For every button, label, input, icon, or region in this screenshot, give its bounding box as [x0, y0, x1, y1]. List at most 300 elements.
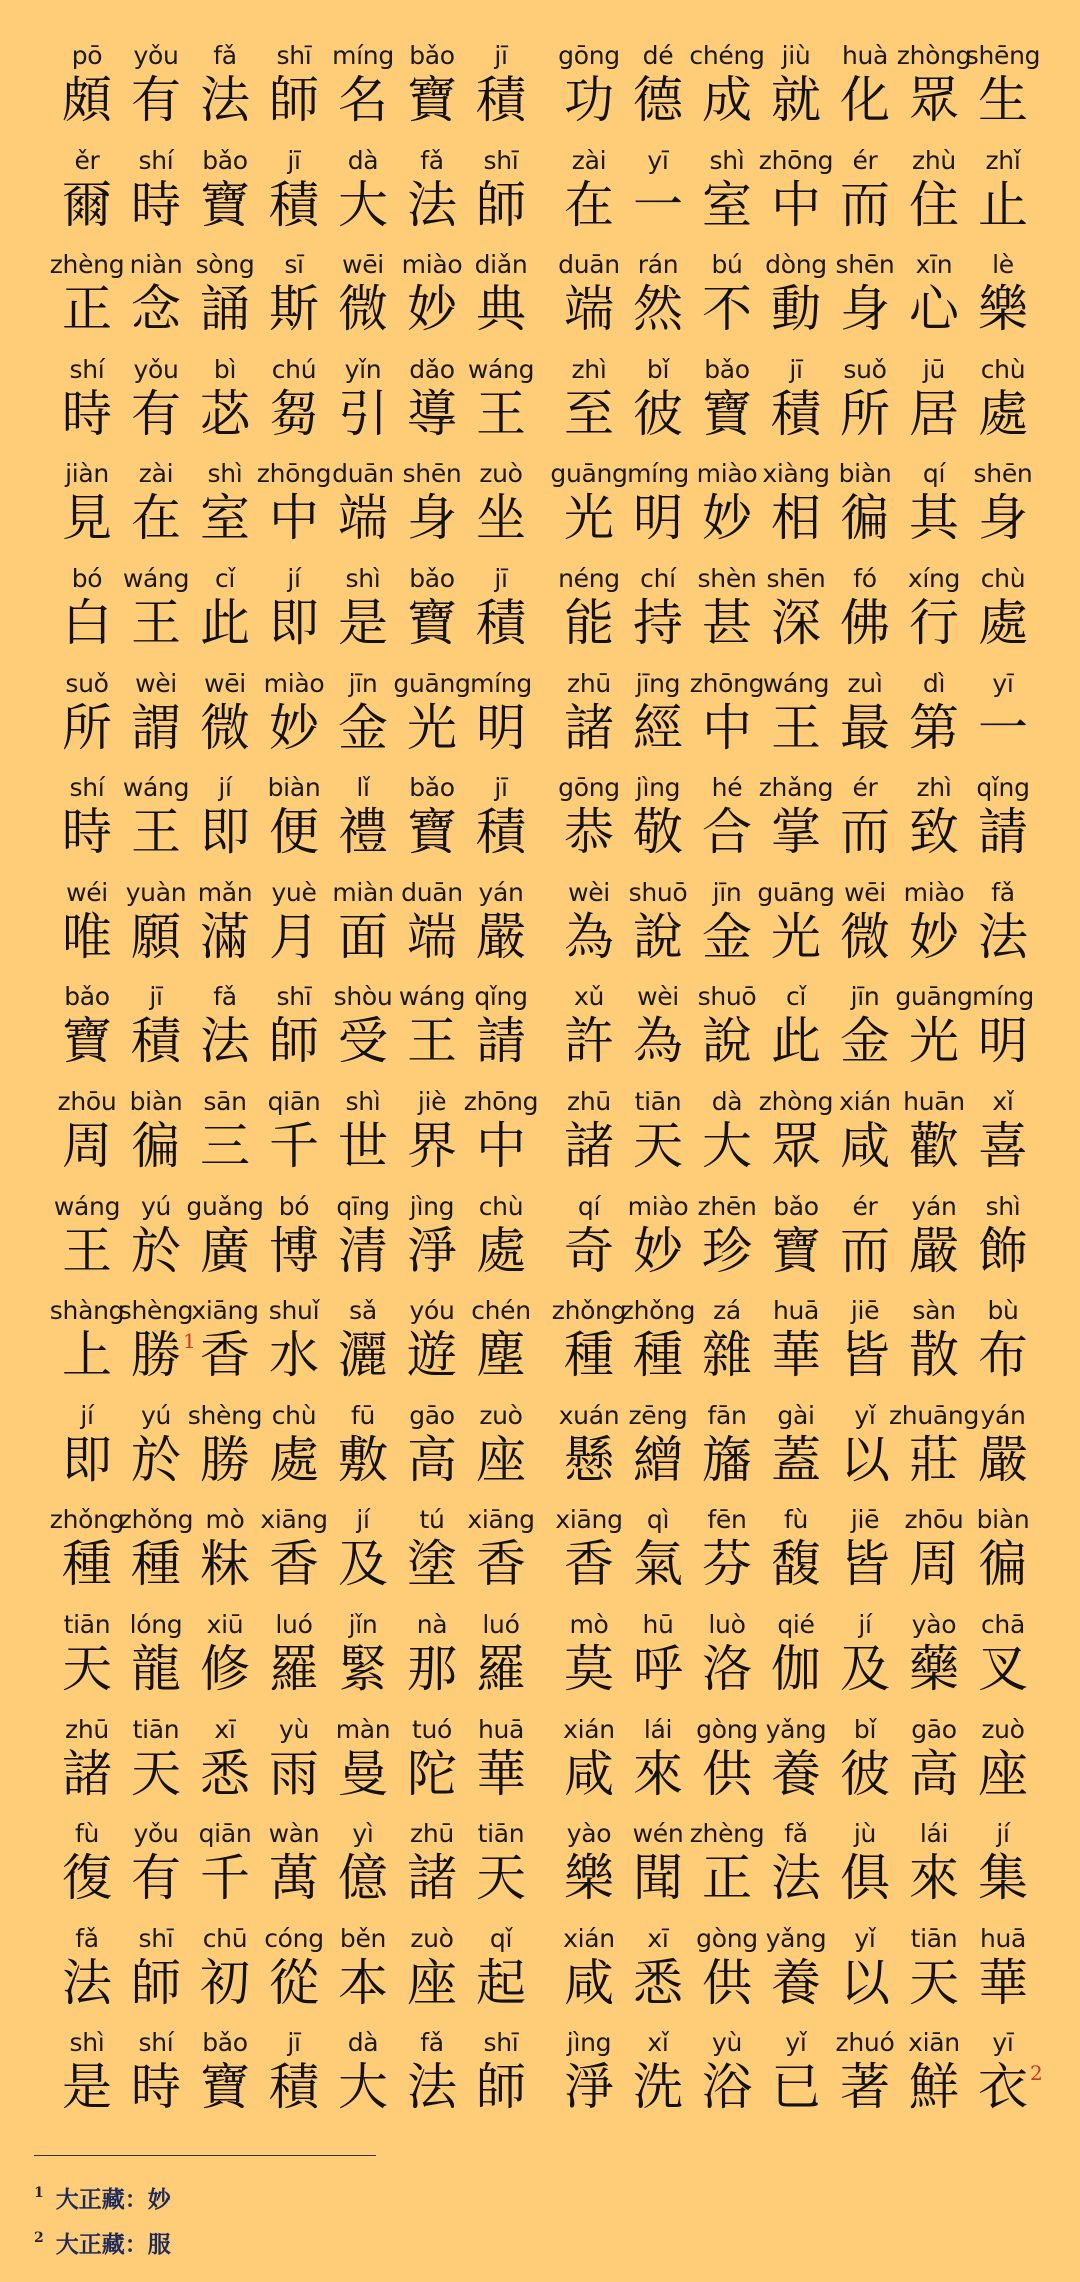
hanzi: 坐 [476, 489, 526, 548]
hanzi: 王 [476, 384, 526, 443]
verse-half-right [556, 867, 1038, 972]
hanzi: 復 [62, 1849, 112, 1908]
hanzi: 王 [131, 803, 181, 862]
pinyin: fǎ [420, 145, 444, 175]
hanzi: 高 [909, 1744, 959, 1803]
hanzi: 皆 [840, 1535, 890, 1594]
hanzi: 妙 [407, 280, 457, 339]
hanzi: 咸 [564, 1953, 614, 2012]
hanzi: 散 [909, 1326, 959, 1385]
footnote-2 [34, 2219, 634, 2264]
hanzi: 動 [771, 280, 821, 339]
pinyin: jí [287, 563, 301, 593]
pinyin: shí [138, 145, 174, 175]
verse-character [468, 30, 534, 135]
hanzi: 天 [909, 1953, 959, 2012]
pinyin: yǐ [854, 1923, 876, 1953]
verse-character [970, 1390, 1036, 1495]
hanzi: 遊 [407, 1326, 457, 1385]
hanzi: 光 [407, 698, 457, 757]
pinyin: zhǒng [620, 1296, 696, 1326]
pinyin: jīn [348, 668, 378, 698]
pinyin: jīn [712, 877, 742, 907]
hanzi: 中 [476, 1116, 526, 1175]
hanzi: 喜 [978, 1116, 1028, 1175]
verse-half-left [54, 867, 524, 972]
pinyin: zá [713, 1296, 741, 1326]
hanzi: 積 [269, 2058, 319, 2117]
hanzi: 勝 [131, 1326, 181, 1385]
pinyin: dì [922, 668, 946, 698]
hanzi: 身 [978, 489, 1028, 548]
hanzi: 修 [200, 1639, 250, 1698]
verse-character [468, 971, 534, 1076]
hanzi: 苾 [200, 384, 250, 443]
hanzi: 羅 [476, 1639, 526, 1698]
hanzi: 滿 [200, 907, 250, 966]
hanzi: 說 [633, 907, 683, 966]
hanzi: 俱 [840, 1849, 890, 1908]
pinyin: yù [278, 1714, 310, 1744]
verse-half-left [49, 239, 528, 344]
pinyin: zhōng [463, 1086, 539, 1116]
pinyin: zhǐ [985, 145, 1021, 175]
pinyin: sī [284, 250, 304, 280]
hanzi: 悉 [200, 1744, 250, 1803]
hanzi: 咸 [840, 1116, 890, 1175]
hanzi: 一 [633, 175, 683, 234]
pinyin: xián [839, 1086, 891, 1116]
hanzi: 寶 [407, 593, 457, 652]
pinyin: gōng [558, 41, 620, 70]
pinyin: jī [494, 563, 508, 593]
pinyin: lái [643, 1714, 673, 1744]
hanzi: 處 [476, 1221, 526, 1280]
pinyin: xiān [908, 2028, 960, 2058]
pinyin: gōng [558, 773, 620, 803]
pinyin: shì [207, 459, 243, 489]
pinyin: lè [992, 250, 1014, 280]
hanzi: 彼 [840, 1744, 890, 1803]
hanzi: 時 [62, 384, 112, 443]
hanzi: 說 [702, 1012, 752, 1071]
pinyin: zuò [981, 1714, 1025, 1744]
hanzi: 金 [702, 907, 752, 966]
hanzi: 淨 [564, 2058, 614, 2117]
pinyin: huā [772, 1296, 820, 1326]
pinyin: biàn [976, 1505, 1030, 1535]
pinyin: xǐ [647, 2028, 669, 2058]
pinyin: zhèng [689, 1819, 765, 1849]
verse-character [965, 30, 1041, 135]
pinyin: pō [71, 41, 103, 70]
pinyin: guāng [895, 982, 973, 1012]
verse-half-right [556, 1494, 1038, 1599]
pinyin: wáng [467, 354, 535, 384]
hanzi: 時 [131, 2058, 181, 2117]
pinyin: néng [558, 563, 620, 593]
hanzi: 王 [407, 1012, 457, 1071]
pinyin: qǐng [976, 773, 1030, 803]
pinyin: shī [483, 145, 519, 175]
hanzi: 身 [840, 280, 890, 339]
hanzi: 皆 [840, 1326, 890, 1385]
pinyin: dà [347, 2028, 379, 2058]
hanzi: 呼 [633, 1639, 683, 1698]
pinyin: fǎ [784, 1819, 808, 1849]
hanzi: 法 [407, 2058, 457, 2117]
pinyin: shī [138, 1923, 174, 1953]
pinyin: jìng [566, 2028, 612, 2058]
pinyin: sòng [195, 250, 255, 280]
hanzi: 禮 [338, 803, 388, 862]
hanzi: 而 [840, 1221, 890, 1280]
hanzi: 蓋 [771, 1430, 821, 1489]
hanzi: 咸 [564, 1744, 614, 1803]
pinyin: shàng [49, 1296, 125, 1326]
verse-row [0, 1599, 1080, 1704]
hanzi: 緊 [338, 1639, 388, 1698]
hanzi: 寶 [200, 2058, 250, 2117]
verse-row [0, 1704, 1080, 1809]
pinyin: niàn [129, 250, 183, 280]
pinyin: bǐ [646, 354, 670, 384]
hanzi: 正 [702, 1849, 752, 1908]
footnote-marker: 2 [1030, 2061, 1043, 2086]
pinyin: shēng [965, 41, 1041, 70]
pinyin: bǎo [202, 2028, 248, 2058]
verse-half-right [556, 762, 1038, 867]
hanzi: 爾 [62, 175, 112, 234]
hanzi: 莫 [564, 1639, 614, 1698]
hanzi: 藥 [909, 1639, 959, 1698]
hanzi: 大 [338, 2058, 388, 2117]
pinyin: zuò [410, 1923, 454, 1953]
pinyin: běn [339, 1923, 387, 1953]
hanzi: 見 [62, 489, 112, 548]
hanzi: 念 [131, 280, 181, 339]
hanzi: 端 [407, 907, 457, 966]
hanzi: 法 [771, 1849, 821, 1908]
pinyin: xiāng [555, 1505, 623, 1535]
pinyin: mò [569, 1609, 609, 1639]
hanzi: 嚴 [476, 907, 526, 966]
hanzi: 氣 [633, 1535, 683, 1594]
pinyin: shuǐ [268, 1296, 320, 1326]
pinyin: shí [69, 354, 105, 384]
pinyin: wēi [204, 668, 246, 698]
verse-character [970, 1076, 1036, 1181]
pinyin: yì [352, 1819, 374, 1849]
pinyin: sān [203, 1086, 247, 1116]
hanzi: 高 [407, 1430, 457, 1489]
hanzi: 積 [131, 1012, 181, 1071]
hanzi: 即 [62, 1430, 112, 1489]
hanzi: 飾 [978, 1221, 1028, 1280]
verse-half-left [54, 1181, 524, 1286]
pinyin: tiān [634, 1086, 682, 1116]
hanzi: 中 [702, 698, 752, 757]
pinyin: bó [71, 563, 103, 593]
pinyin: zài [138, 459, 174, 489]
pinyin: jū [922, 354, 946, 384]
hanzi: 供 [702, 1953, 752, 2012]
hanzi: 清 [338, 1221, 388, 1280]
footnote-text: 大正藏：服 [55, 2231, 171, 2258]
hanzi: 有 [131, 1849, 181, 1908]
pinyin: yuè [271, 877, 317, 907]
pinyin: xián [563, 1923, 615, 1953]
pinyin: bú [711, 250, 743, 280]
pinyin: jiù [781, 41, 811, 70]
pinyin: shī [276, 982, 312, 1012]
pinyin: chéng [689, 41, 765, 70]
pinyin: zhēn [697, 1191, 757, 1221]
footnote-number: 1 [34, 2185, 44, 2201]
hanzi: 粖 [200, 1535, 250, 1594]
verse-half-right [556, 658, 1038, 763]
verse-row [0, 867, 1080, 972]
hanzi: 妙 [269, 698, 319, 757]
pinyin: zhōu [57, 1086, 117, 1116]
hanzi: 掌 [771, 803, 821, 862]
pinyin: shì [345, 563, 381, 593]
hanzi: 馥 [771, 1535, 821, 1594]
pinyin: shì [69, 2028, 105, 2058]
pinyin: tiān [63, 1609, 111, 1639]
verse-character [970, 1913, 1036, 2018]
hanzi: 天 [62, 1639, 112, 1698]
hanzi: 功 [564, 71, 614, 129]
hanzi: 繒 [633, 1430, 683, 1489]
verse-row [0, 239, 1080, 344]
pinyin: ér [852, 1191, 878, 1221]
hanzi: 塵 [476, 1326, 526, 1385]
verse-half-left [49, 1494, 535, 1599]
hanzi: 天 [633, 1116, 683, 1175]
hanzi: 甚 [702, 593, 752, 652]
hanzi: 端 [338, 489, 388, 548]
pinyin: zhǒng [551, 1296, 627, 1326]
pinyin: wēi [342, 250, 384, 280]
hanzi: 從 [269, 1953, 319, 2012]
pinyin: shì [709, 145, 745, 175]
hanzi: 來 [909, 1849, 959, 1908]
hanzi: 諸 [62, 1744, 112, 1803]
hanzi: 積 [476, 593, 526, 652]
verse-character [970, 1181, 1036, 1286]
pinyin: diǎn [474, 250, 528, 280]
hanzi: 徧 [978, 1535, 1028, 1594]
pinyin: dǎo [409, 354, 455, 384]
pinyin: jiè [417, 1086, 447, 1116]
verse-character [468, 1808, 534, 1913]
pinyin: chù [980, 354, 1026, 384]
pinyin: wèi [135, 668, 177, 698]
hanzi: 萬 [269, 1849, 319, 1908]
verse-half-right [556, 135, 1038, 240]
pinyin: yán [980, 1400, 1026, 1430]
hanzi: 樂 [564, 1849, 614, 1908]
hanzi: 淨 [407, 1221, 457, 1280]
verse-character [468, 1913, 534, 2018]
pinyin: wéi [66, 877, 108, 907]
pinyin: qí [922, 459, 946, 489]
pinyin: chí [640, 563, 676, 593]
hanzi: 華 [978, 1953, 1028, 2012]
pinyin: bǎo [704, 354, 750, 384]
pinyin: duān [401, 877, 463, 907]
verse-character [970, 553, 1036, 658]
verse-character [970, 658, 1036, 763]
pinyin: biàn [129, 1086, 183, 1116]
pinyin: wèi [637, 982, 679, 1012]
pinyin: huā [979, 1923, 1027, 1953]
pinyin: zhòng [896, 41, 972, 70]
hanzi: 處 [978, 384, 1028, 443]
verse-half-right [556, 1808, 1038, 1913]
verse-character [970, 1285, 1036, 1390]
hanzi: 謂 [131, 698, 181, 757]
pinyin: jī [149, 982, 163, 1012]
footnote-divider [34, 2155, 376, 2156]
hanzi: 種 [633, 1326, 683, 1385]
hanzi: 養 [771, 1744, 821, 1803]
pinyin: yán [478, 877, 524, 907]
verse-character [468, 448, 534, 553]
pinyin: huā [477, 1714, 525, 1744]
pinyin: bǎo [409, 41, 455, 70]
verse-row [0, 1494, 1080, 1599]
pinyin: qí [577, 1191, 601, 1221]
hanzi: 身 [407, 489, 457, 548]
pinyin: zhǒng [118, 1505, 194, 1535]
hanzi: 旛 [702, 1430, 752, 1489]
hanzi: 第 [909, 698, 959, 757]
pinyin: xiū [206, 1609, 244, 1639]
hanzi: 種 [564, 1326, 614, 1385]
hanzi: 及 [338, 1535, 388, 1594]
verse-half-left [54, 762, 524, 867]
pinyin: wèi [568, 877, 610, 907]
hanzi: 室 [200, 489, 250, 548]
hanzi: 寶 [771, 1221, 821, 1280]
hanzi: 雨 [269, 1744, 319, 1803]
pinyin: sǎ [349, 1296, 377, 1326]
verse-character [468, 1181, 534, 1286]
verse-row [0, 344, 1080, 449]
pinyin: fū [350, 1400, 376, 1430]
pinyin: jī [287, 2028, 301, 2058]
pinyin: miào [903, 877, 965, 907]
pinyin: fǎ [991, 877, 1015, 907]
hanzi: 妙 [909, 907, 959, 966]
verse-half-left [49, 1285, 531, 1390]
hanzi: 座 [407, 1953, 457, 2012]
verse-half-left [54, 658, 532, 763]
hanzi: 周 [909, 1535, 959, 1594]
hanzi: 然 [633, 280, 683, 339]
pinyin: chū [202, 1923, 248, 1953]
hanzi: 華 [771, 1326, 821, 1385]
verse-half-right [550, 448, 1038, 553]
hanzi: 時 [131, 175, 181, 234]
hanzi: 中 [269, 489, 319, 548]
hanzi: 在 [131, 489, 181, 548]
verse-half-left [54, 971, 528, 1076]
pinyin: luó [275, 1609, 313, 1639]
hanzi: 所 [840, 384, 890, 443]
hanzi: 住 [909, 175, 959, 234]
pinyin: màn [335, 1714, 391, 1744]
pinyin: fó [853, 563, 877, 593]
verse-row [0, 1076, 1080, 1181]
hanzi: 深 [771, 593, 821, 652]
pinyin: yǐ [854, 1400, 876, 1430]
pinyin: miào [627, 1191, 689, 1221]
pinyin: hé [711, 773, 743, 803]
verse-row [0, 2017, 1080, 2122]
pinyin: gài [777, 1400, 815, 1430]
footnote-text: 大正藏：妙 [55, 2186, 171, 2213]
pinyin: shuō [628, 877, 688, 907]
verse-row [0, 658, 1080, 763]
pinyin: dà [347, 145, 379, 175]
pinyin: yù [711, 2028, 743, 2058]
pinyin: wáng [398, 982, 466, 1012]
hanzi: 洗 [633, 2058, 683, 2117]
pinyin: dé [642, 41, 674, 70]
pinyin: bǎo [773, 1191, 819, 1221]
verse-row [0, 1181, 1080, 1286]
verse-half-right [556, 1704, 1038, 1809]
hanzi: 此 [200, 593, 250, 652]
pinyin: jí [858, 1609, 872, 1639]
pinyin: tú [419, 1505, 445, 1535]
pinyin: wáng [122, 563, 190, 593]
pinyin: lái [919, 1819, 949, 1849]
pinyin: shēn [973, 459, 1033, 489]
pinyin: bó [278, 1191, 310, 1221]
hanzi: 妙 [633, 1221, 683, 1280]
hanzi: 持 [633, 593, 683, 652]
verse-half-right [556, 971, 1038, 1076]
verse-row [0, 762, 1080, 867]
footnote-marker: 1 [183, 1329, 196, 1354]
pinyin: bǎo [409, 563, 455, 593]
pinyin: suǒ [65, 668, 109, 698]
verse-character [468, 1599, 534, 1704]
pinyin: yào [566, 1819, 612, 1849]
pinyin: zēng [628, 1400, 688, 1430]
pinyin: wàn [268, 1819, 320, 1849]
hanzi: 最 [840, 698, 890, 757]
hanzi: 芻 [269, 384, 319, 443]
hanzi: 種 [62, 1535, 112, 1594]
hanzi: 明 [476, 698, 526, 757]
hanzi: 積 [771, 384, 821, 443]
hanzi: 座 [978, 1744, 1028, 1803]
verse-half-right [556, 1181, 1038, 1286]
hanzi: 及 [840, 1639, 890, 1698]
hanzi: 許 [564, 1012, 614, 1071]
pinyin: dà [711, 1086, 743, 1116]
hanzi: 徧 [840, 489, 890, 548]
pinyin: shì [985, 1191, 1021, 1221]
pinyin: zhōu [904, 1505, 964, 1535]
pinyin: zhū [410, 1819, 454, 1849]
hanzi: 誦 [200, 280, 250, 339]
